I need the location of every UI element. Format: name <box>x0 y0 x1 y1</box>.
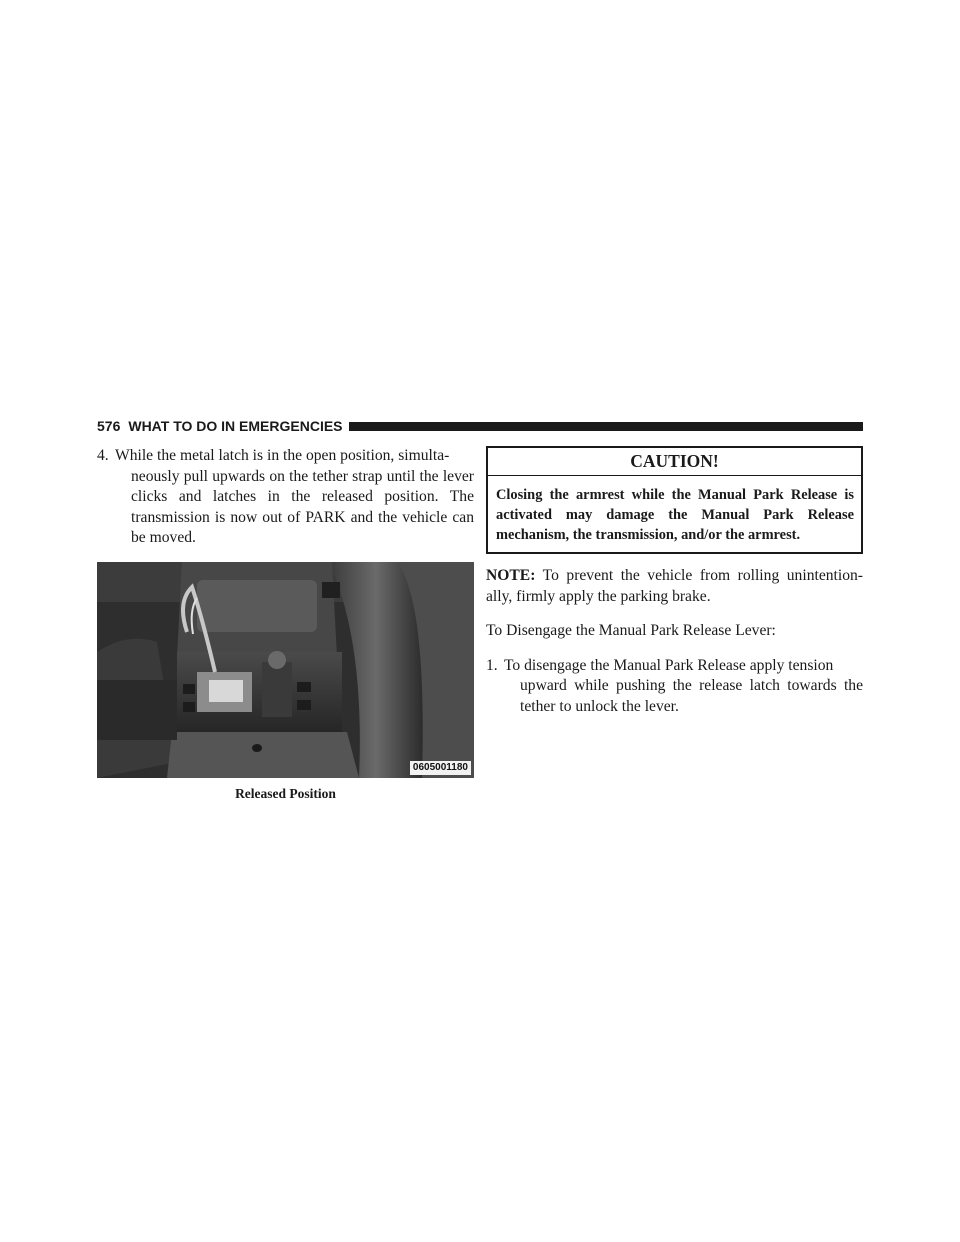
page-number: 576 <box>97 418 121 434</box>
note-label: NOTE: <box>486 567 536 584</box>
note-text: To prevent the vehicle from rolling unintention-ally, firmly apply the parking brake. <box>486 567 863 605</box>
note-paragraph <box>486 566 863 607</box>
right-column <box>486 446 863 717</box>
step-text-continuation: neously pull upwards on the tether strap until the lever clicks and latches in the released position. The transmission is now out of PARK and the vehicle can be moved. <box>131 467 474 546</box>
step-number: 1. <box>486 656 498 674</box>
step-4 <box>97 446 474 549</box>
running-header <box>97 416 863 436</box>
caution-box <box>486 446 863 554</box>
header-rule <box>349 422 863 431</box>
step-text-continuation: upward while pushing the release latch towards the tether to unlock the lever. <box>520 677 863 715</box>
section-title: WHAT TO DO IN EMERGENCIES <box>128 418 343 434</box>
image-code: 0605001180 <box>410 761 471 775</box>
subheading: To Disengage the Manual Park Release Lever: <box>486 622 776 639</box>
step-text-first-line: While the metal latch is in the open position, simulta- <box>115 447 450 464</box>
left-column <box>97 446 474 802</box>
caution-title: CAUTION! <box>488 448 861 476</box>
figure-caption: Released Position <box>235 785 336 801</box>
step-1 <box>486 656 863 718</box>
caution-body: Closing the armrest while the Manual Park Release is activated may damage the Manual Park Release mechanism, the transmission, and/or the armrest. <box>496 487 854 543</box>
step-text <box>115 446 474 549</box>
step-number: 4. <box>97 447 109 464</box>
console-illustration <box>97 562 474 778</box>
step-text <box>504 656 863 718</box>
step-text-first-line: To disengage the Manual Park Release apply tension <box>504 656 834 674</box>
released-position-photo <box>97 562 474 778</box>
